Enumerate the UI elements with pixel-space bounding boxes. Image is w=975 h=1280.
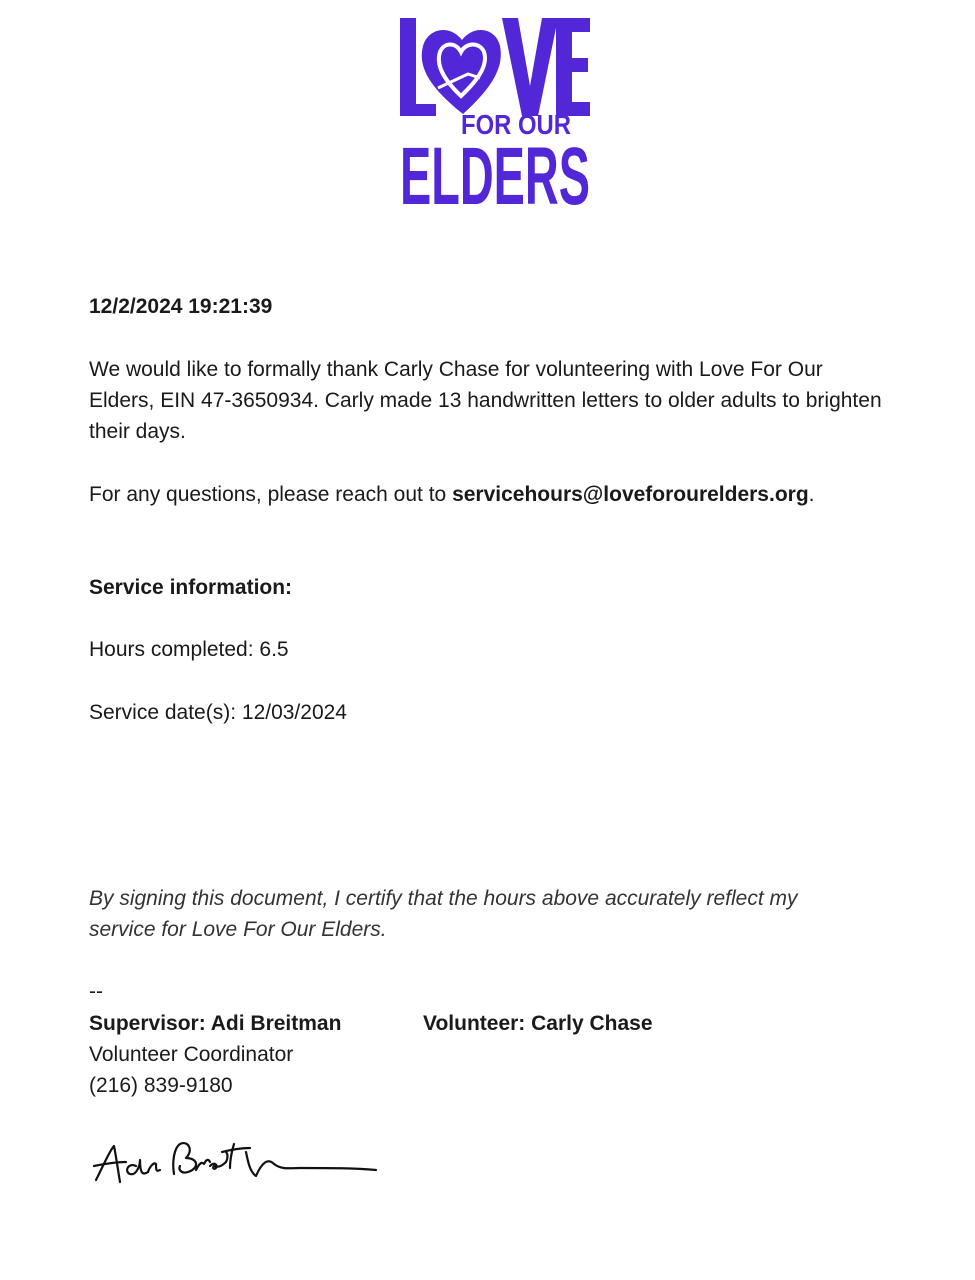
contact-prefix: For any questions, please reach out to: [89, 483, 453, 506]
letter-timestamp: 12/2/2024 19:21:39: [89, 295, 273, 318]
signoff-separator: --: [89, 980, 103, 1003]
supervisor-phone: (216) 839-9180: [89, 1074, 233, 1097]
hours-completed: Hours completed: 6.5: [89, 638, 289, 661]
contact-email[interactable]: servicehours@loveforourelders.org: [452, 483, 809, 506]
thanks-paragraph: We would like to formally thank Carly Chase for volunteering with Love For Our Elders, EIN 47-3650934. Carly made 13 handwritten letters to older adults to brighten their days.: [89, 358, 882, 443]
certification-statement: By signing this document, I certify that the hours above accurately reflect my service for Love For Our Elders.: [89, 887, 798, 941]
volunteer-name: Volunteer: Carly Chase: [423, 1012, 653, 1035]
supervisor-signature: [90, 1132, 380, 1192]
supervisor-name: Supervisor: Adi Breitman: [89, 1012, 342, 1035]
supervisor-title: Volunteer Coordinator: [89, 1043, 294, 1066]
svg-text:FOR OUR: FOR OUR: [461, 109, 571, 140]
contact-line: [89, 479, 815, 510]
service-heading: Service information:: [89, 576, 293, 599]
contact-suffix: .: [808, 483, 815, 506]
service-dates: Service date(s): 12/03/2024: [89, 701, 347, 724]
svg-text:ELDERS: ELDERS: [400, 131, 590, 222]
love-for-our-elders-logo: [398, 16, 592, 222]
